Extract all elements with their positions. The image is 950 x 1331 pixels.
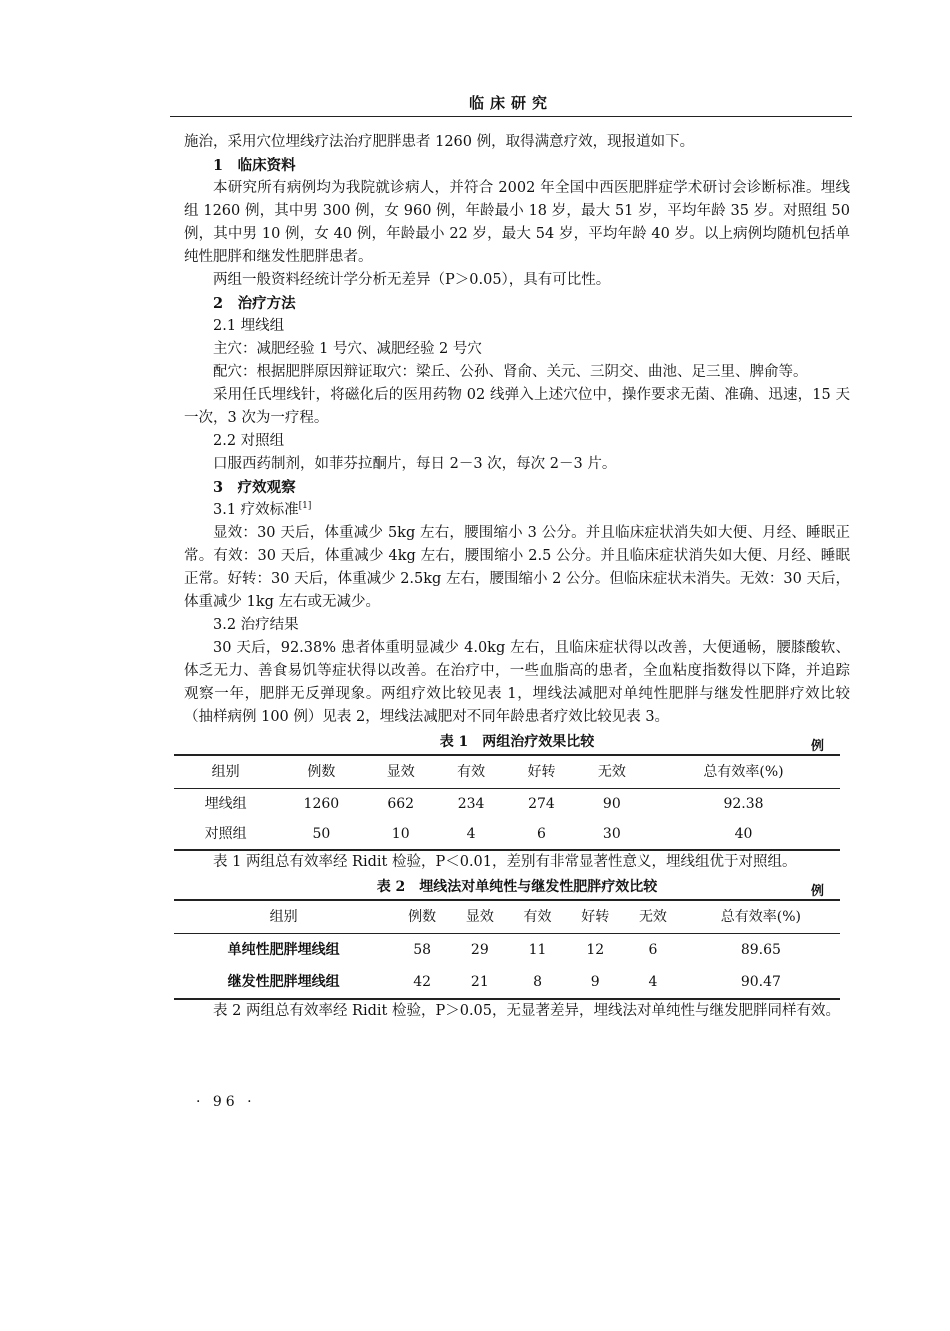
section-3-heading: 3 疗效观察 <box>213 479 296 496</box>
section-1-paragraph-1: 本研究所有病例均为我院就诊病人，并符合 2002 年全国中西医肥胖症学术研讨会诊断标准。埋线组 1260 例，其中男 300 例，女 960 例，年龄最小 18 岁，最大 51 岁，平均年龄 35 岁。对照组 50 例，其中男 10 例，女 40 例，年龄最小 22 岁，最大 54 岁，平均年龄 40 岁。以上病例均随机包括单纯性肥胖和继发性肥胖患者。 <box>184 180 850 265</box>
table-cell: 29 <box>470 941 489 958</box>
table-cell: 10 <box>391 825 410 842</box>
table-cell: 274 <box>528 795 555 812</box>
treatment-method: 采用任氏埋线针，将磁化后的医用药物 02 线弹入上述穴位中，操作要求无菌、准确、迅速，15 天一次，3 次为一疗程。 <box>184 387 850 426</box>
table-cell: 4 <box>466 825 476 842</box>
subsection-2-1-heading: 2.1 埋线组 <box>213 318 285 334</box>
treatment-results: 30 天后，92.38% 患者体重明显减少 4.0kg 左右，且临床症状得以改善，大便通畅，腰膝酸软、体乏无力、善食易饥等症状得以改善。在治疗中，一些血脂高的患者，全血粘度指数得以下降，并追踪观察一年，肥胖无反弹现象。两组疗效比较见表 1，埋线法减肥对单纯性肥胖与继发性肥胖疗效比较（抽样病例 100 例）见表 2，埋线法减肥对不同年龄患者疗效比较见表 3。 <box>184 640 850 725</box>
column-header: 有效 <box>436 755 506 789</box>
subsection-3-1-title: 3.1 疗效标准 <box>213 502 299 518</box>
table-header-row <box>174 755 840 789</box>
table-cell: 21 <box>470 973 489 990</box>
table-cell: 50 <box>312 825 331 842</box>
table-cell: 埋线组 <box>204 795 247 812</box>
column-header: 无效 <box>624 900 682 934</box>
table-cell: 继发性肥胖埋线组 <box>227 973 340 990</box>
table-cell: 9 <box>590 973 600 990</box>
table-header-row <box>174 900 840 934</box>
table-cell: 8 <box>533 973 542 990</box>
column-header: 无效 <box>577 755 647 789</box>
table-2-unit: 例 <box>810 884 824 899</box>
control-treatment: 口服西药制剂，如菲芬拉酮片，每日 2－3 次，每次 2－3 片。 <box>213 456 617 472</box>
table-cell: 92.38 <box>723 795 764 812</box>
column-header: 例数 <box>277 755 365 789</box>
citation-ref: [1] <box>298 501 312 512</box>
table-cell: 234 <box>457 795 485 812</box>
column-header: 有效 <box>509 900 567 934</box>
table-row <box>174 966 840 999</box>
table-cell: 90 <box>602 795 621 812</box>
table-cell: 4 <box>648 973 658 990</box>
table-cell: 6 <box>648 941 658 958</box>
column-header: 显效 <box>451 900 509 934</box>
table-2-caption <box>184 876 850 899</box>
column-header: 显效 <box>366 755 436 789</box>
column-header: 例数 <box>393 900 451 934</box>
table-cell: 对照组 <box>204 825 247 842</box>
section-1-heading: 1 临床资料 <box>213 157 296 174</box>
table-row <box>174 819 840 850</box>
table-cell: 6 <box>536 825 546 842</box>
table-1-unit: 例 <box>810 739 824 754</box>
table-2 <box>174 899 840 1000</box>
subsection-3-1-heading <box>184 499 850 522</box>
subsection-2-2-heading: 2.2 对照组 <box>213 433 285 449</box>
table-cell: 40 <box>734 825 753 842</box>
column-header: 组别 <box>174 900 393 934</box>
header-rule <box>170 116 852 117</box>
main-acupoints: 主穴：减肥经验 1 号穴、减肥经验 2 号穴 <box>213 341 482 357</box>
efficacy-criteria: 显效：30 天后，体重减少 5kg 左右，腰围缩小 3 公分。并且临床症状消失如大便、月经、睡眠正常。有效：30 天后，体重减少 4kg 左右，腰围缩小 2.5 公分。并且临床症状消失如大便、月经、睡眠正常。好转：30 天后，体重减少 2.5kg 左右，腰围缩小 2 公分。但临床症状未消失。无效：30 天后，体重减少 1kg 左右或无减少。 <box>184 525 850 610</box>
intro-paragraph: 施治，采用穴位埋线疗法治疗肥胖患者 1260 例，取得满意疗效，现报道如下。 <box>184 134 695 150</box>
table-cell: 12 <box>586 941 605 958</box>
section-1-paragraph-2: 两组一般资料经统计学分析无差异（P＞0.05），具有可比性。 <box>213 272 611 288</box>
table-1 <box>174 754 840 851</box>
column-header: 总有效率(%) <box>682 900 840 934</box>
table-cell: 11 <box>528 941 547 958</box>
column-header: 组别 <box>174 755 277 789</box>
table-2-note: 表 2 两组总有效率经 Ridit 检验，P＞0.05，无显著差异，埋线法对单纯性与继发肥胖同样有效。 <box>213 1003 841 1019</box>
column-header: 好转 <box>506 755 576 789</box>
subsection-3-2-heading: 3.2 治疗结果 <box>213 617 299 633</box>
table-1-note: 表 1 两组总有效率经 Ridit 检验，P＜0.01，差别有非常显著性意义，埋线组优于对照组。 <box>213 854 797 870</box>
table-cell: 42 <box>413 973 432 990</box>
running-header: 临床研究 <box>468 94 553 112</box>
table-cell: 1260 <box>303 795 340 812</box>
table-cell: 662 <box>387 795 415 812</box>
table-1-caption <box>184 731 850 754</box>
column-header: 好转 <box>566 900 624 934</box>
column-header: 总有效率(%) <box>647 755 840 789</box>
table-cell: 89.65 <box>740 941 781 958</box>
table-row <box>174 934 840 967</box>
table-1-title: 表 1 两组治疗效果比较 <box>439 734 595 750</box>
table-cell: 30 <box>602 825 621 842</box>
table-row <box>174 789 840 820</box>
table-2-title: 表 2 埋线法对单纯性与继发性肥胖疗效比较 <box>376 879 658 895</box>
table-cell: 90.47 <box>740 973 781 990</box>
article-body <box>184 131 850 1023</box>
section-2-heading: 2 治疗方法 <box>213 295 296 312</box>
page-number: · 96 · <box>196 1094 256 1110</box>
table-cell: 58 <box>413 941 432 958</box>
table-cell: 单纯性肥胖埋线组 <box>227 941 340 958</box>
auxiliary-acupoints: 配穴：根据肥胖原因辩证取穴：梁丘、公孙、肾俞、关元、三阴交、曲池、足三里、脾俞等。 <box>213 364 808 380</box>
